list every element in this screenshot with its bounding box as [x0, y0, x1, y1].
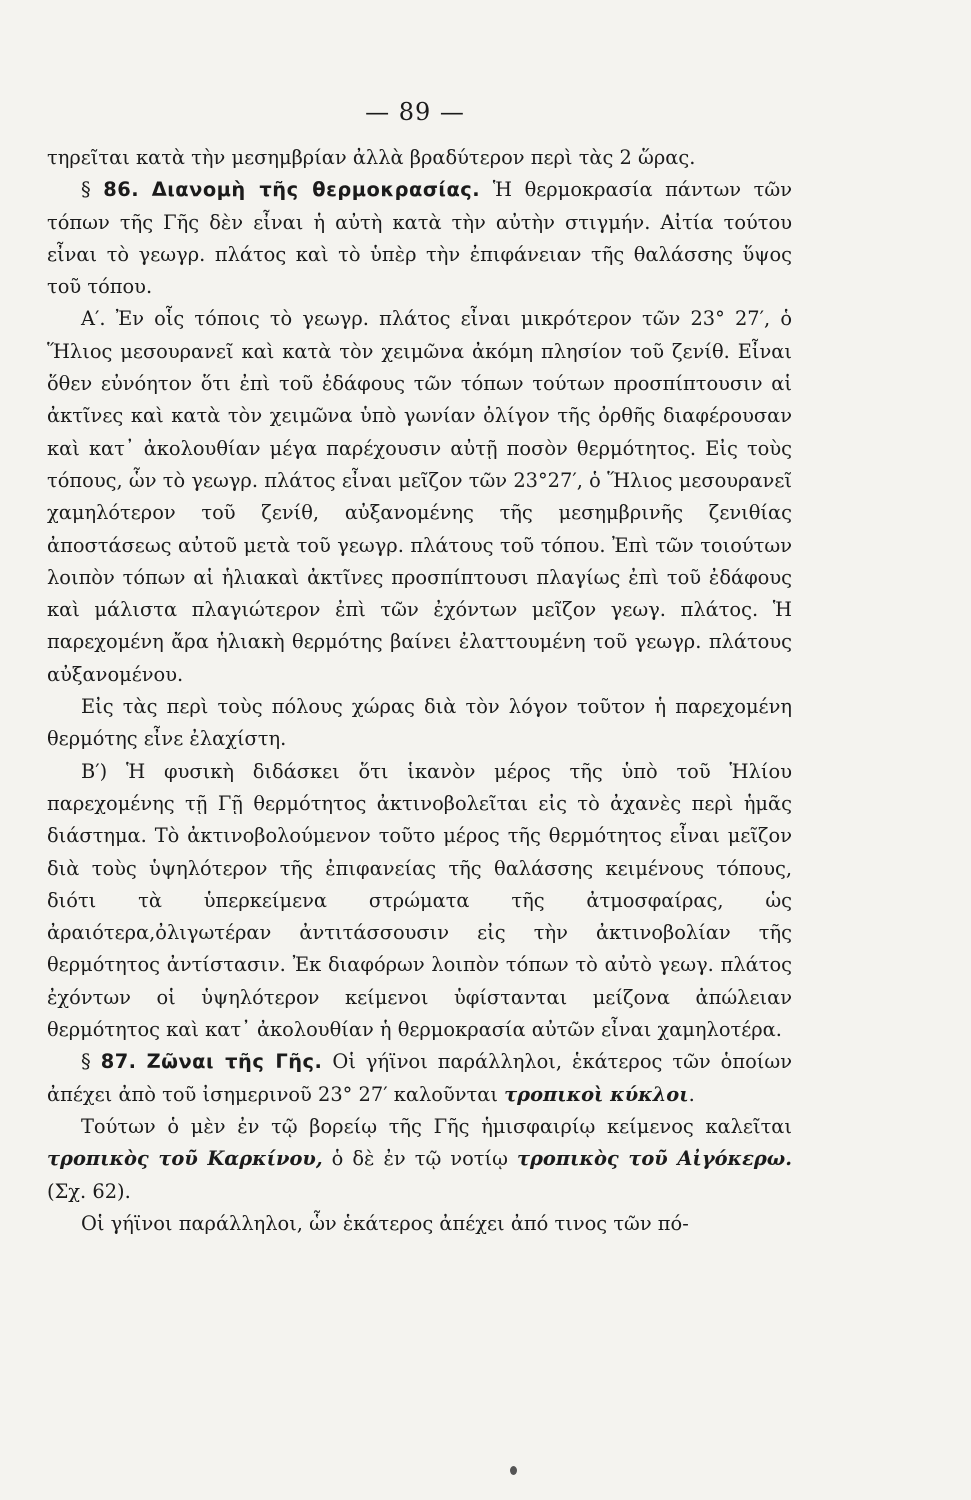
section-87 — [47, 1046, 792, 1111]
term-tropic-capricorn: τροπικὸς τοῦ Αἰγόκερω. — [516, 1147, 792, 1171]
section-title: Ζῶναι τῆς Γῆς. — [146, 1050, 323, 1074]
paragraph-alpha: Α′. Ἐν οἷς τόποις τὸ γεωγρ. πλάτος εἶναι μικρότερον τῶν 23° 27′, ὁ Ἥλιος μεσουρανεῖ καὶ κατὰ τὸν χειμῶνα ἀκόμη πλησίον τοῦ ζενίθ. Εἶναι ὅθεν εὐνόητον ὅτι ἐπὶ τοῦ ἐδάφους τῶν τόπων τούτων προσπίπτουσιν αἱ ἀκτῖνες καὶ κατὰ τὸν χειμῶνα ὑπὸ γωνίαν ὀλίγον τῆς ὀρθῆς διαφέρουσαν καὶ κατ᾽ ἀκολουθίαν μέγα παρέχουσιν αὐτῇ ποσὸν θερμότητος. Εἰς τοὺς τόπους, ὧν τὸ γεωγρ. πλάτος εἶναι μεῖζον τῶν 23°27′, ὁ Ἥλιος μεσουρανεῖ χαμηλότερον τοῦ ζενίθ, αὐξανομένης τῆς μεσημβρινῆς ζενιθίας ἀποστάσεως αὐτοῦ μετὰ τοῦ γεωγρ. πλάτους τοῦ τόπου. Ἐπὶ τῶν τοιούτων λοιπὸν τόπων αἱ ἡλιακαὶ ἀκτῖνες προσπίπτουσι πλαγίως ἐπὶ τοῦ ἐδάφους καὶ μάλιστα πλαγιώτερον ἐπὶ τῶν ἐχόντων μεῖζον γεωγ. πλάτος. Ἡ παρεχομένη ἄρα ἡλιακὴ θερμότης βαίνει ἐλαττουμένη τοῦ γεωγρ. πλάτους αὐξανομένου. — [47, 307, 792, 686]
section-86 — [47, 174, 792, 303]
section-text: Ἡ θερμοκρασία πάντων τῶν τόπων τῆς Γῆς δὲν εἶναι ἡ αὐτὴ κατὰ τὴν αὐτὴν στιγμήν. Αἰτία τούτου εἶναι τὸ γεωγρ. πλάτος καὶ τὸ ὑπὲρ τὴν ἐπιφάνειαν τῆς θαλάσσης ὕψος τοῦ τόπου. — [47, 178, 792, 299]
ink-spot — [510, 1466, 517, 1475]
section-number: 87. — [100, 1050, 137, 1074]
paragraph-continuation: τηρεῖται κατὰ τὴν μεσημβρίαν ἀλλὰ βραδύτερον περὶ τὰς 2 ὥρας. — [47, 146, 696, 169]
tropics-text-b: ὁ δὲ ἐν τῷ νοτίῳ — [331, 1147, 508, 1171]
paragraph-poles: Εἰς τὰς περὶ τοὺς πόλους χώρας διὰ τὸν λόγον τοῦτον ἡ παρεχομένη θερμότης εἶνε ἐλαχίστη. — [47, 695, 792, 751]
paragraph-beta: Β′) Ἡ φυσικὴ διδάσκει ὅτι ἱκανὸν μέρος τῆς ὑπὸ τοῦ Ἡλίου παρεχομένης τῇ Γῇ θερμότητος ἀκτινοβολεῖται εἰς τὸ ἀχανὲς περὶ ἡμᾶς διάστημα. Τὸ ἀκτινοβολούμενον τοῦτο μέρος τῆς θερμότητος εἶναι μεῖζον διὰ τοὺς ὑψηλότερον τῆς ἐπιφανείας τῆς θαλάσσης κειμένους τόπους, διότι τὰ ὑπερκείμενα στρώματα τῆς ἀτμοσφαίρας, ὡς ἀραιότερα,ὀλιγωτέραν ἀντιτάσσουσιν εἰς τὴν ἀκτινοβολίαν τῆς θερμότητος ἀντίστασιν. Ἐκ διαφόρων λοιπὸν τόπων τὸ αὐτὸ γεωγ. πλάτος ἐχόντων οἱ ὑψηλότερον κείμενοι ὑφίστανται μείζονα ἀπώλειαν θερμότητος καὶ κατ᾽ ἀκολουθίαν ἡ θερμοκρασία αὐτῶν εἶναι χαμηλοτέρα. — [47, 759, 792, 1042]
paragraph-tropics — [47, 1111, 792, 1208]
term-tropic-cancer: τροπικὸς τοῦ Καρκίνου, — [47, 1147, 323, 1171]
section-end: . — [688, 1082, 695, 1106]
tropics-text-a: Τούτων ὁ μὲν ἐν τῷ βορείῳ τῆς Γῆς ἡμισφαιρίῳ κείμενος καλεῖται — [81, 1114, 792, 1138]
page-body — [47, 142, 792, 1240]
term-tropic-circles: τροπικοὶ κύκλοι — [504, 1082, 689, 1106]
paragraph-last: Οἱ γήϊνοι παράλληλοι, ὧν ἑκάτερος ἀπέχει ἀπό τινος τῶν πό- — [81, 1211, 689, 1235]
section-number: 86. — [103, 178, 140, 202]
section-text: Οἱ γήϊνοι παράλληλοι, ἑκάτερος τῶν ὁποίων ἀπέχει ἀπὸ τοῦ ἰσημερινοῦ 23° 27′ καλοῦνται — [47, 1050, 792, 1106]
section-sign: § — [81, 178, 91, 202]
figure-reference: (Σχ. 62). — [47, 1179, 131, 1203]
page-number: — 89 — — [365, 98, 465, 126]
section-title: Διανομὴ τῆς θερμοκρασίας. — [151, 178, 481, 202]
section-sign: § — [81, 1050, 91, 1074]
